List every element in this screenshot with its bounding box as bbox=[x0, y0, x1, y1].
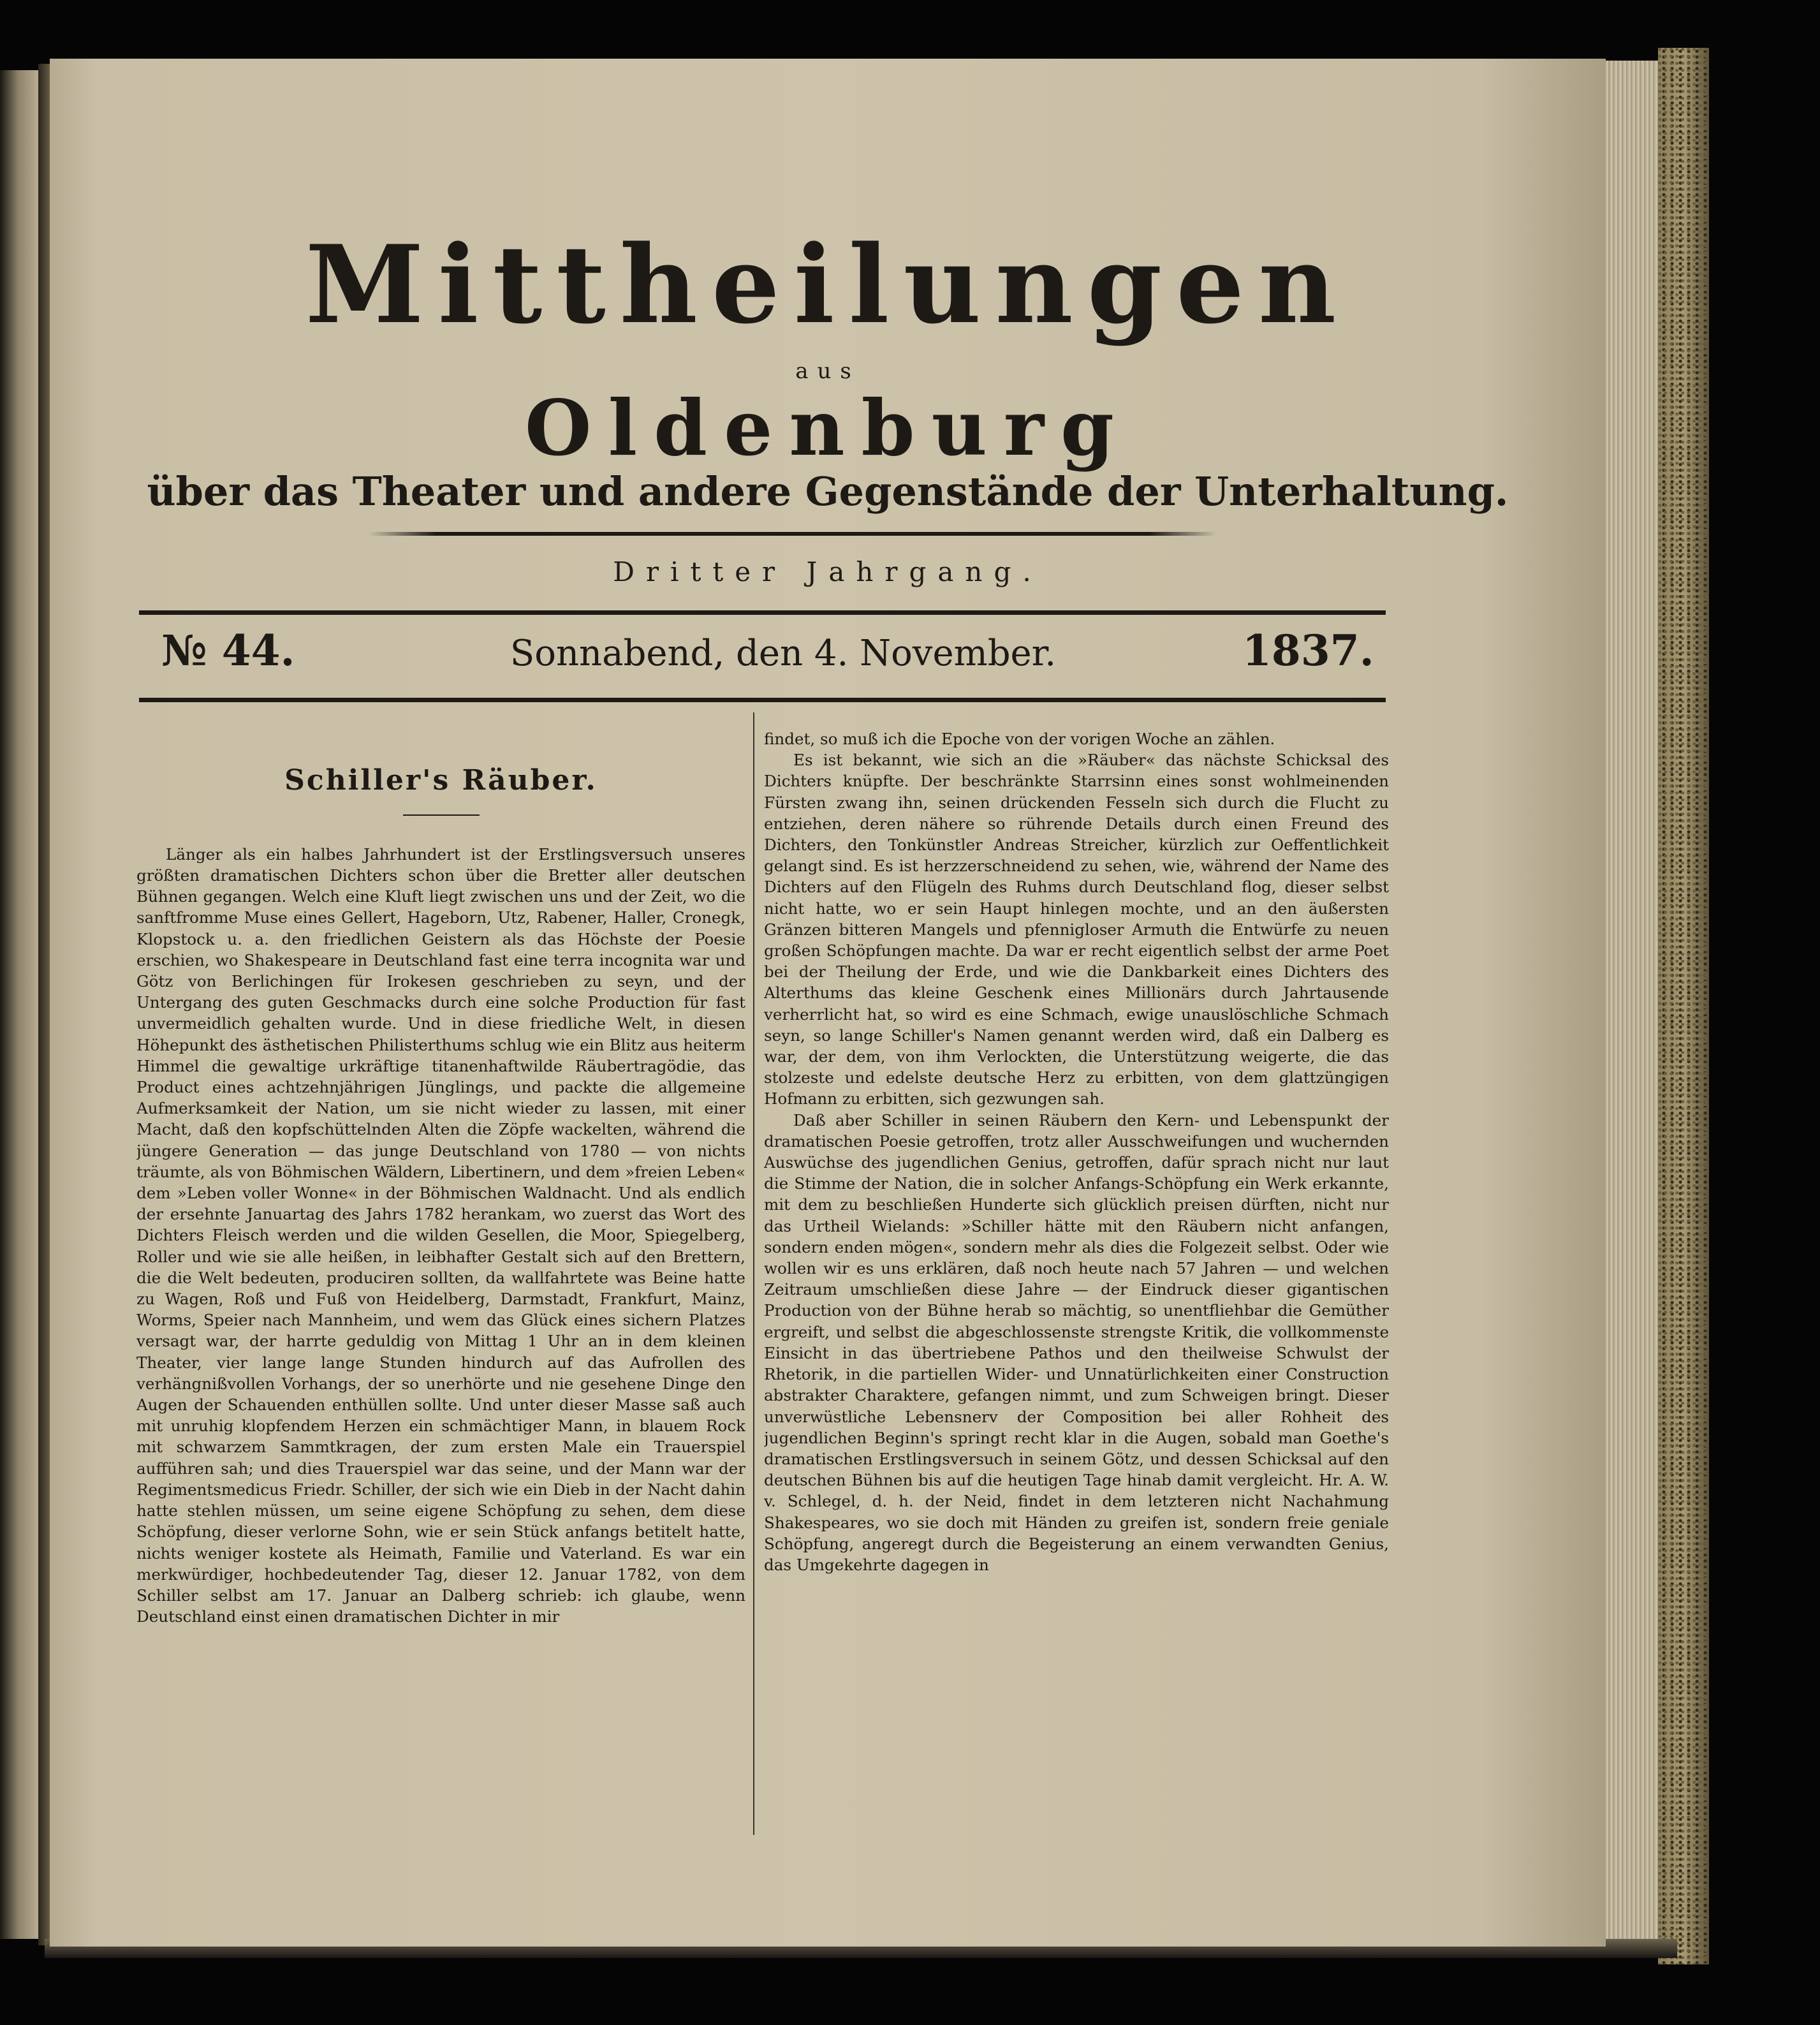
article-paragraph: Länger als ein halbes Jahrhundert ist der Erstlingsversuch unseres größten dramatischen Dichters schon über die Bretter aller deutschen Bühnen gegangen. Welch eine Kluft liegt zwischen uns und der Zeit, wo die sanftfromme Muse eines Gellert, Hageborn, Utz, Rabener, Haller, Cronegk, Klopstock u. a. den friedlichen Geistern als das Höchste der Poesie erschien, wo Shakespeare in Deutschland fast eine terra incognita war und Götz von Berlichingen für Irokesen geschrieben zu seyn, und der Untergang des guten Geschmacks durch eine solche Production für fast unvermeidlich gehalten wurde. Und in diese friedliche Welt, in diesen Höhepunkt des ästhetischen Philisterthums schlug wie ein Blitz aus heiterm Himmel die gewaltige urkräftige titanenhaftwilde Räubertragödie, das Product eines achtzehnjährigen Jünglings, und packte die allgemeine Aufmerksamkeit der Nation, um sie nicht wieder zu lassen, mit einer Macht, daß den kopfschüttelnden Alten die Zöpfe wackelten, während die jüngere Generation — das junge Deutschland von 1780 — von nichts träumte, als von Böhmischen Wäldern, Libertinern, und dem »freien Leben« dem »Leben voller Wonne« in der Böhmischen Waldnacht. Und als endlich der ersehnte Januartag des Jahrs 1782 herankam, wo zuerst das Wort des Dichters Fleisch werden und die wilden Gesellen, die Moor, Spiegelberg, Roller und wie sie alle heißen, in leibhafter Gestalt sich auf den Brettern, die die Welt bedeuten, produciren sollten, da wallfahrtete was Beine hatte zu Wagen, Roß und Fuß von Heidelberg, Darmstadt, Frankfurt, Mainz, Worms, Speier nach Mannheim, und wem das Glück eines sichern Platzes versagt war, der harrte geduldig von Mittag 1 Uhr an in dem kleinen Theater, vier lange lange Stunden hindurch auf das Aufrollen des verhängnißvollen Vorhangs, der so unerhörte und nie gesehene Dinge den Augen der Schauenden enthüllen sollte. Und unter dieser Masse saß auch mit unruhig klopfendem Herzen ein schmächtiger Mann, in blauem Rock mit schwarzem Sammtkragen, der zum ersten Male ein Trauerspiel aufführen sah; und dies Trauerspiel war das seine, und der Mann war der Regimentsmedicus Friedr. Schiller, der sich wie ein Dieb in der Nacht dahin hatte stehlen müssen, um seine eigene Schöpfung zu sehen, dem diese Schöpfung, dieser verlorne Sohn, wie er sein Stück anfangs betitelt hatte, nichts weniger kostete als Heimath, Familie und Vaterland. Es war ein merkwürdiger, hochbedeutender Tag, dieser 12. Januar 1782, von dem Schiller selbst am 17. Januar an Dalberg schrieb: ich glaube, wenn Deutschland einst einen dramatischen Dichter in mir bbox=[136, 844, 745, 1626]
issue-rule-bottom bbox=[139, 698, 1386, 702]
volume-line: Dritter Jahrgang. bbox=[613, 556, 1043, 587]
issue-number: № 44. bbox=[161, 626, 295, 675]
masthead-aus: aus bbox=[795, 358, 860, 384]
article-column-left bbox=[136, 722, 745, 1832]
article-paragraph: Daß aber Schiller in seinen Räubern den Kern- und Lebenspunkt der dramatischen Poesie getroffen, trotz aller Ausschweifungen und wuchernden Auswüchse des jugendlichen Genius, getroffen, dafür sprach nicht nur laut die Stimme der Nation, die in solcher Anfangs-Schöpfung ein Werk erkannte, mit dem zu beschließen Hunderte sich glücklich preisen dürften, nicht nur das Urtheil Wielands: »Schiller hätte mit den Räubern nicht anfangen, sondern enden mögen«, sondern mehr als dies die Folgezeit selbst. Oder wie wollen wir es uns erklären, daß noch heute nach 57 Jahren — und welchen Zeitraum umschließen diese Jahre — der Eindruck dieser gigantischen Production von der Bühne herab so mächtig, so unentfliehbar die Gemüther ergreift, und selbst die abgeschlossenste strengste Kritik, die vollkommenste Einsicht in das übertriebene Pathos und den theilweise Schwulst der Rhetorik, in die partiellen Wider- und Unnatürlichkeiten einer Construction abstrakter Charaktere, gefangen nimmt, und zum Schweigen bringt. Dieser unverwüstliche Lebensnerv der Composition bei aller Rohheit des jugendlichen Beginn's springt recht klar in die Augen, sobald man Goethe's dramatischen Erstlingsversuch in seinem Götz, und dessen Schicksal auf den deutschen Bühnen bis auf die heutigen Tage hinab damit vergleicht. Hr. A. W. v. Schlegel, d. h. der Neid, findet in dem letzteren nicht Nachahmung Shakespeares, wo sie doch mit Händen zu greifen ist, sondern freie geniale Schöpfung, angeregt durch die Begeisterung an einem verwandten Genius, das Umgekehrte dagegen in bbox=[764, 1110, 1389, 1574]
column-divider bbox=[753, 712, 754, 1835]
article-paragraph: findet, so muß ich die Epoche von der vorigen Woche an zählen. bbox=[764, 730, 1275, 748]
masthead-subtitle: über das Theater und andere Gegenstände der Unterhaltung. bbox=[147, 468, 1509, 515]
masthead-title: Mittheilungen bbox=[305, 221, 1351, 348]
issue-date: Sonnabend, den 4. November. bbox=[510, 633, 1057, 674]
issue-year: 1837. bbox=[1242, 626, 1374, 675]
masthead-city: Oldenburg bbox=[525, 383, 1131, 473]
article-title: Schiller's Räuber. bbox=[284, 764, 598, 797]
article-paragraph: Es ist bekannt, wie sich an die »Räuber« das nächste Schicksal des Dichters knüpfte. Der beschränkte Starrsinn eines sonst wohlmeinenden Fürsten zwang ihn, seinen drückenden Fesseln sich durch die Flucht zu entziehen, deren nähere so rührende Details durch einen Freund des Dichters, den Tonkünstler Andreas Streicher, kürzlich zur Oeffentlichkeit gelangt sind. Es ist herzzerschneidend zu sehen, wie, während der Name des Dichters auf den Flügeln des Ruhms durch Deutschland flog, dieser selbst nicht hatte, wo er sein Haupt hinlegen mochte, und an den äußersten Gränzen bitteren Mangels und pfennigloser Armuth die Entwürfe zu neuen großen Schöpfungen machte. Da war er recht eigentlich selbst der arme Poet bei der Theilung der Erde, und wie die Dankbarkeit eines Dichters des Alterthums das kleine Geschenk eines Millionärs durch Jahrtausende verherrlicht hat, so wird es eine Schmach, ewige unauslöschliche Schmach seyn, so lange Schiller's Namen genannt werden wird, daß ein Dalberg es war, der dem, von ihm Verlockten, die Unterstützung weigerte, die das stolzeste und edelste deutsche Herz zu erbitten, von dem glattzüngigen Hofmann zu erbitten, sich gezwungen sah. bbox=[764, 751, 1389, 1108]
article-title-rule bbox=[403, 814, 480, 816]
article-column-right bbox=[764, 728, 1389, 1838]
marbled-cover-edge bbox=[1658, 48, 1709, 1964]
newspaper-page bbox=[50, 59, 1606, 1947]
ornamental-rule bbox=[369, 532, 1217, 536]
issue-rule-top bbox=[139, 610, 1386, 615]
